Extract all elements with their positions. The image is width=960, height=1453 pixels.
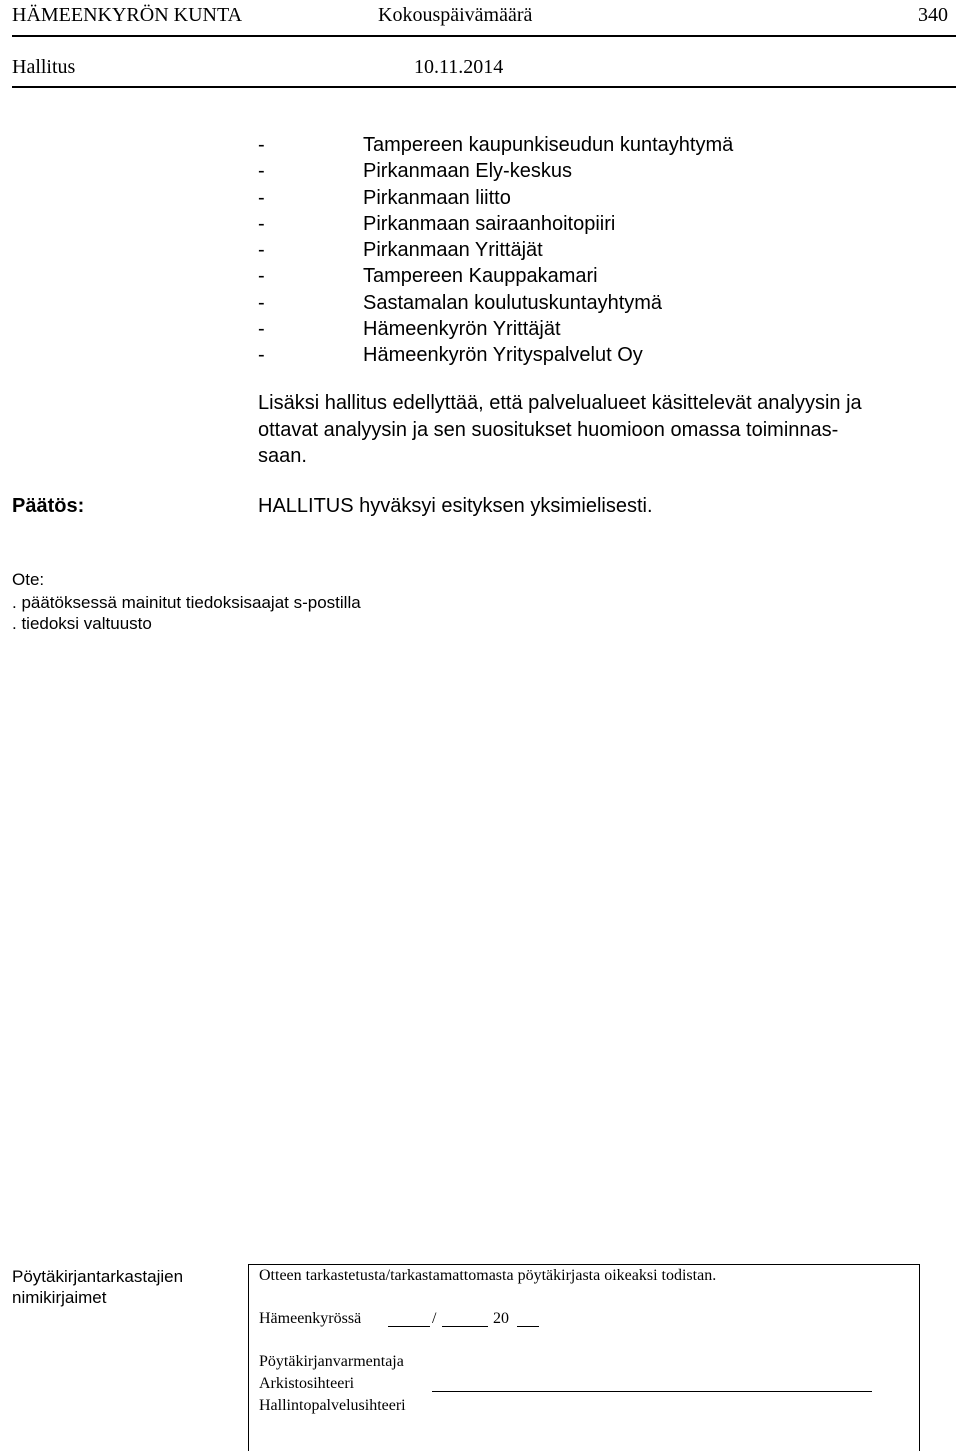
decision-text: HALLITUS hyväksyi esityksen yksimielisesti.: [258, 495, 653, 517]
footer-label-line: Pöytäkirjantarkastajien: [12, 1267, 184, 1286]
list-item-text: Hämeenkyrön Yrittäjät: [363, 318, 561, 341]
list-item-text: Pirkanmaan liitto: [363, 186, 511, 209]
role-archivist: Arkistosihteeri: [259, 1375, 355, 1392]
header-rule-top: [12, 35, 956, 37]
extract-line: . tiedoksi valtuusto: [12, 614, 152, 633]
certification-text: Otteen tarkastetusta/tarkastamattomasta pöytäkirjasta oikeaksi todistan.: [259, 1267, 717, 1284]
paragraph-line: ottavat analyysin ja sen suositukset huomioon omassa toiminnas-: [258, 418, 839, 441]
list-item-text: Pirkanmaan Yrittäjät: [363, 239, 543, 262]
list-bullet: -: [258, 239, 265, 262]
meeting-date-label: Kokouspäivämäärä: [378, 4, 533, 26]
list-item-text: Pirkanmaan Ely-keskus: [363, 160, 572, 183]
date-separator: /: [432, 1310, 437, 1327]
extract-line: . päätöksessä mainitut tiedoksisaajat s-postilla: [12, 593, 361, 612]
municipality-name: HÄMEENKYRÖN KUNTA: [12, 4, 243, 26]
decision-label: Päätös:: [12, 495, 85, 517]
year-prefix: 20: [493, 1310, 509, 1327]
list-bullet: -: [258, 160, 265, 183]
list-item-text: Hämeenkyrön Yrityspalvelut Oy: [363, 344, 643, 367]
meeting-date: 10.11.2014: [414, 56, 504, 78]
list-bullet: -: [258, 134, 265, 156]
list-item-text: Tampereen kaupunkiseudun kuntayhtymä: [363, 134, 734, 156]
role-certifier: Pöytäkirjanvarmentaja: [259, 1353, 404, 1370]
extract-label: Ote:: [12, 570, 45, 589]
header-rule-bottom: [12, 86, 956, 88]
body-paragraph: [258, 390, 948, 470]
list-bullet: -: [258, 318, 265, 341]
inspector-initials-label: [12, 1266, 242, 1308]
page-number: 340: [918, 4, 948, 26]
paragraph-line: saan.: [258, 445, 307, 467]
list-bullet: -: [258, 291, 265, 314]
certification-place: Hämeenkyrössä: [259, 1310, 362, 1327]
governing-body: Hallitus: [12, 56, 76, 78]
list-item-text: Tampereen Kauppakamari: [363, 265, 598, 288]
role-admin-secretary: Hallintopalvelusihteeri: [259, 1397, 406, 1414]
list-item-text: Pirkanmaan sairaanhoitopiiri: [363, 212, 616, 235]
list-bullet: -: [258, 186, 265, 209]
year-blank: [517, 1326, 539, 1327]
list-bullet: -: [258, 344, 265, 367]
day-blank: [388, 1326, 430, 1327]
month-blank: [442, 1326, 488, 1327]
list-bullet: -: [258, 265, 265, 288]
signature-line: [432, 1391, 872, 1392]
footer-label-line: nimikirjaimet: [12, 1288, 107, 1307]
list-bullet: -: [258, 212, 265, 235]
paragraph-line: Lisäksi hallitus edellyttää, että palvelualueet käsittelevät analyysin ja: [258, 392, 862, 414]
list-item-text: Sastamalan koulutuskuntayhtymä: [363, 291, 663, 314]
